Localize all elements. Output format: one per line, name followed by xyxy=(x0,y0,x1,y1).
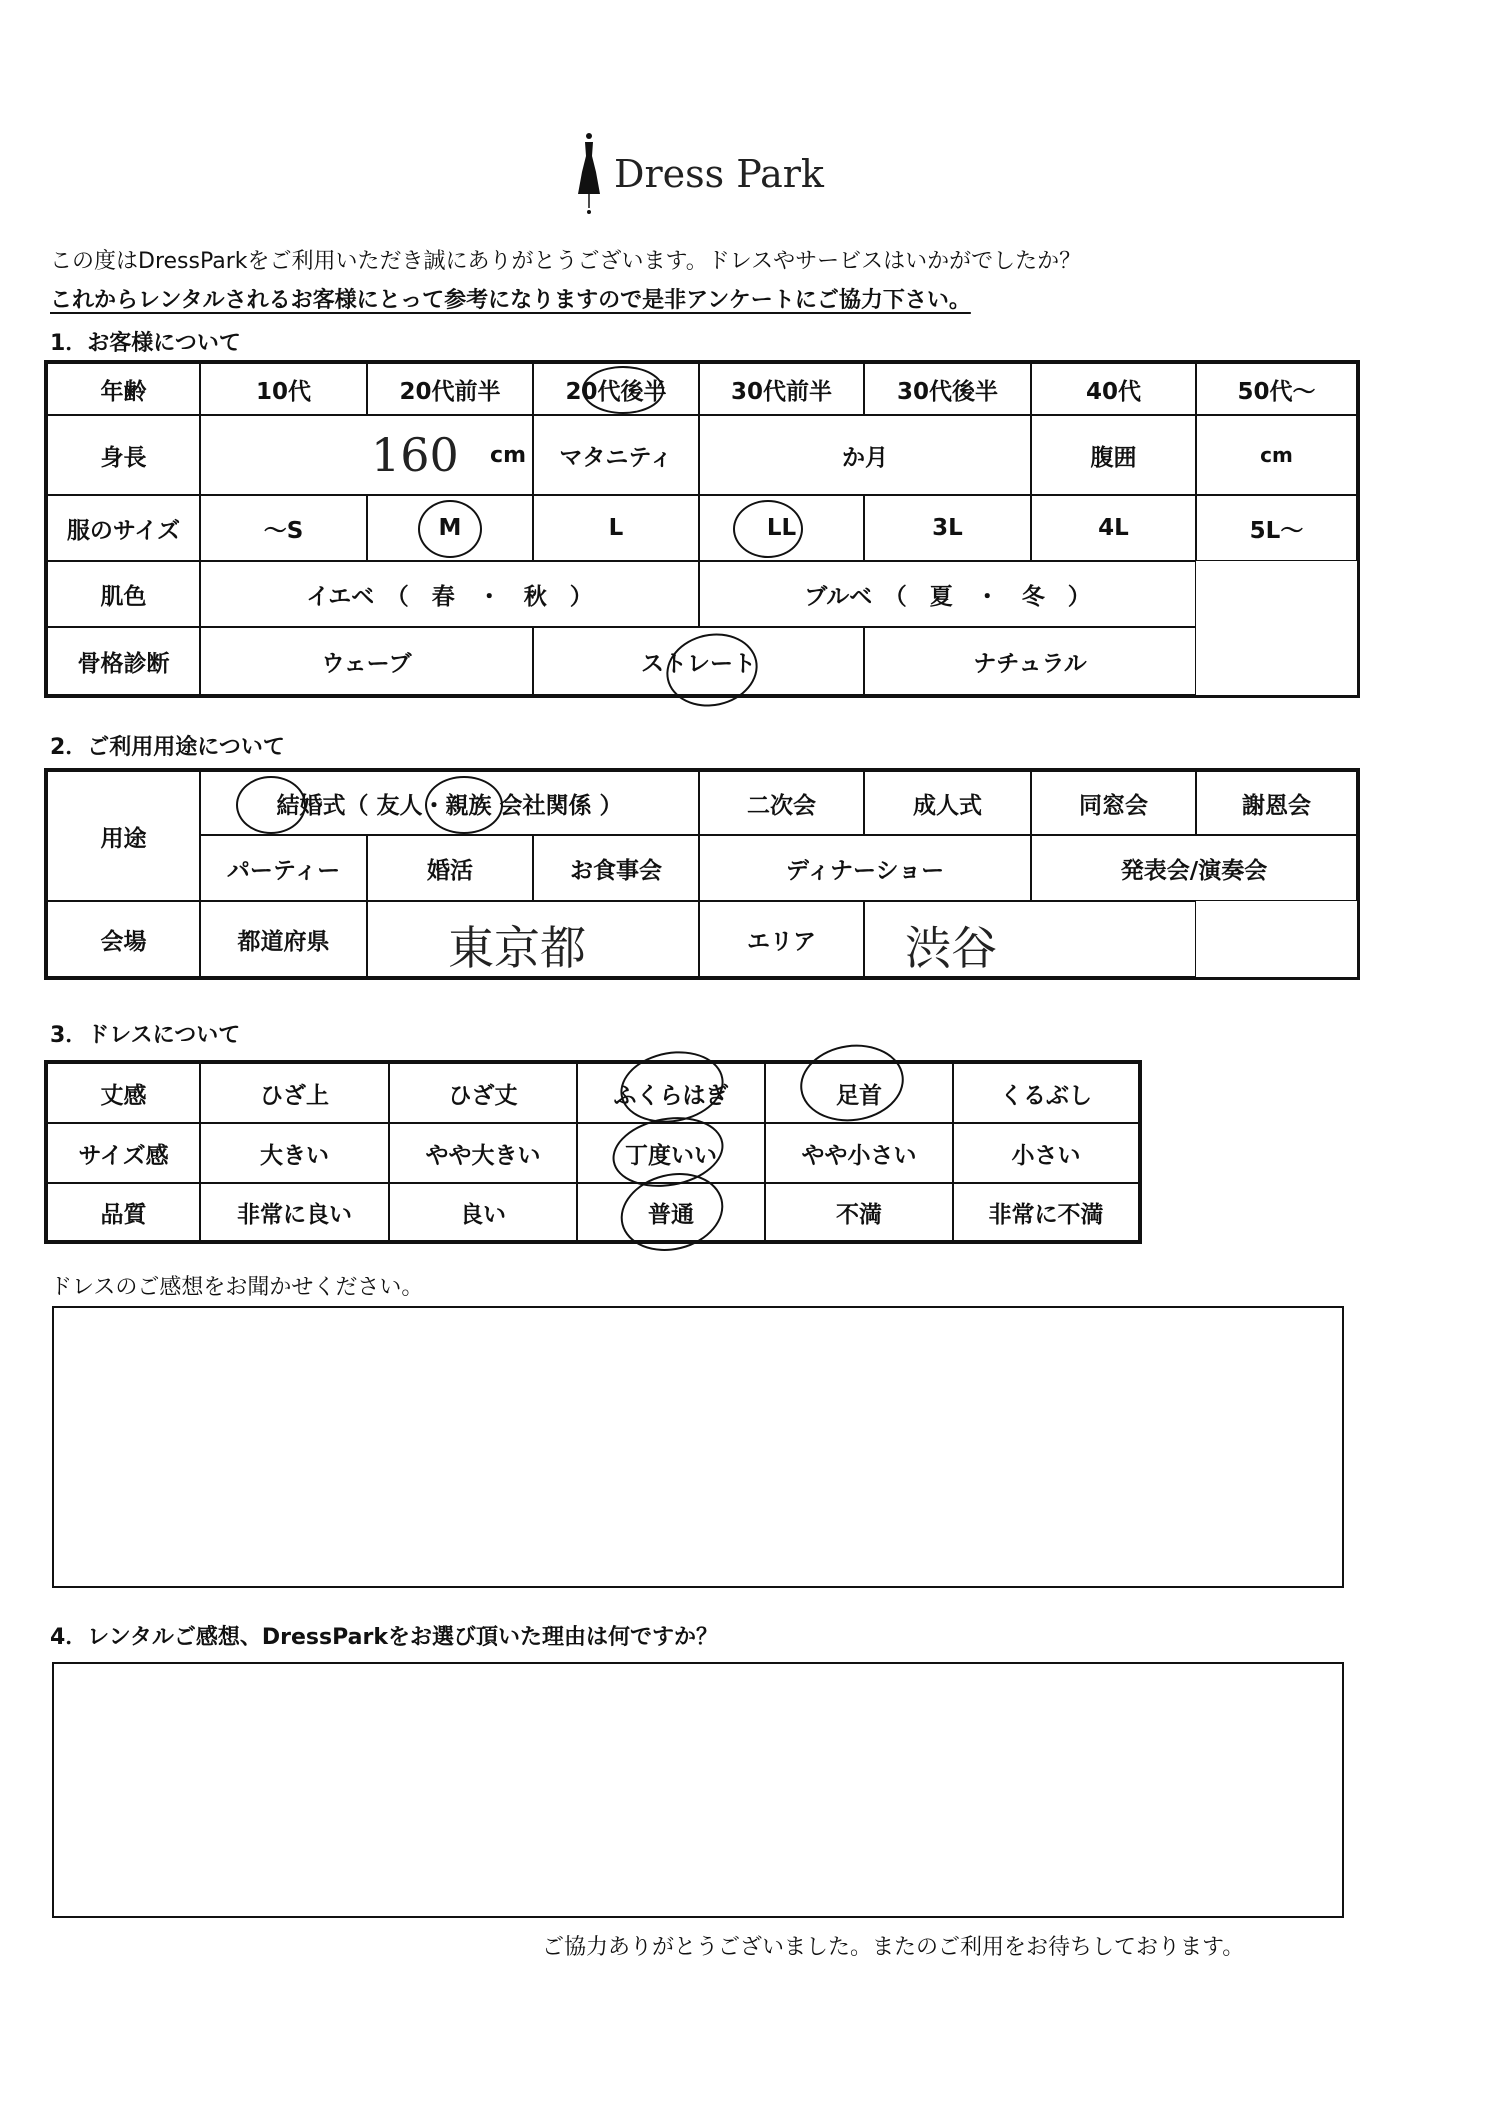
selection-circle xyxy=(733,500,803,558)
dress-comment-prompt: ドレスのご感想をお聞かせください。 xyxy=(50,1275,424,1300)
age-option-selected[interactable]: 20代後半 xyxy=(533,363,699,415)
selection-circle xyxy=(425,776,503,834)
dress-icon xyxy=(574,132,604,222)
dress-comment-box[interactable] xyxy=(52,1306,1344,1588)
length-option-selected[interactable]: ふくらはぎ xyxy=(577,1063,765,1123)
maternity-month-unit: か月 xyxy=(842,444,888,471)
maternity-month-field[interactable] xyxy=(699,415,1031,495)
skin-yellow-option[interactable]: イエベ （ 春 ・ 秋 ） xyxy=(200,561,699,627)
rental-comment-box[interactable] xyxy=(52,1662,1344,1918)
closing-thanks: ご協力ありがとうございました。またのご利用をお待ちしております。 xyxy=(542,1935,1245,1960)
fit-option-selected[interactable]: 丁度いい xyxy=(577,1123,765,1183)
skin-blue-option[interactable]: ブルベ （ 夏 ・ 冬 ） xyxy=(699,561,1196,627)
age-option[interactable]: 50代〜 xyxy=(1196,363,1357,415)
quality-label: 品質 xyxy=(47,1183,200,1241)
fit-option[interactable]: 大きい xyxy=(200,1123,389,1183)
purpose-option[interactable]: 婚活 xyxy=(367,835,533,901)
purpose-option[interactable]: ディナーショー xyxy=(699,835,1031,901)
dresspark-logo xyxy=(574,132,824,222)
area-label: エリア xyxy=(699,901,864,977)
skin-label: 肌色 xyxy=(47,561,200,627)
prefecture-label: 都道府県 xyxy=(200,901,367,977)
purpose-option[interactable]: お食事会 xyxy=(533,835,699,901)
height-field[interactable] xyxy=(200,415,533,495)
purpose-option[interactable]: 成人式 xyxy=(864,771,1031,835)
area-value: 渋谷 xyxy=(905,921,997,975)
height-label: 身長 xyxy=(47,415,200,495)
selection-circle xyxy=(582,366,664,414)
prefecture-field[interactable] xyxy=(367,901,699,977)
wedding-option[interactable]: 結婚式（ 友人・親族 会社関係 ） xyxy=(200,771,699,835)
length-option[interactable]: ひざ上 xyxy=(200,1063,389,1123)
age-option[interactable]: 30代前半 xyxy=(699,363,864,415)
quality-option-selected[interactable]: 普通 xyxy=(577,1183,765,1241)
section-1-title: 1．お客様について xyxy=(50,331,241,356)
length-label: 丈感 xyxy=(47,1063,200,1123)
purpose-option[interactable]: 二次会 xyxy=(699,771,864,835)
age-option[interactable]: 20代前半 xyxy=(367,363,533,415)
quality-option[interactable]: 非常に良い xyxy=(200,1183,389,1241)
fit-option[interactable]: やや小さい xyxy=(765,1123,953,1183)
waist-label: 腹囲 xyxy=(1031,415,1196,495)
area-field[interactable] xyxy=(864,901,1196,977)
purpose-label: 用途 xyxy=(47,771,200,901)
purpose-option[interactable]: 謝恩会 xyxy=(1196,771,1357,835)
age-option[interactable]: 40代 xyxy=(1031,363,1196,415)
age-option[interactable]: 10代 xyxy=(200,363,367,415)
fit-option[interactable]: 小さい xyxy=(953,1123,1139,1183)
size-option[interactable]: 5L〜 xyxy=(1196,495,1357,561)
fit-option[interactable]: やや大きい xyxy=(389,1123,577,1183)
maternity-label: マタニティ xyxy=(533,415,699,495)
age-label: 年齢 xyxy=(47,363,200,415)
size-option-selected[interactable]: LL xyxy=(699,495,864,561)
waist-unit: cm xyxy=(1260,443,1293,467)
length-option[interactable]: くるぶし xyxy=(953,1063,1139,1123)
intro-line-1: この度はDressParkをご利用いただき誠にありがとうございます。ドレスやサービスはいかがでしたか？ xyxy=(50,249,1082,274)
height-value: 160 xyxy=(371,428,459,482)
size-option[interactable]: 4L xyxy=(1031,495,1196,561)
size-option-selected[interactable]: M xyxy=(367,495,533,561)
age-option[interactable]: 30代後半 xyxy=(864,363,1031,415)
purpose-option[interactable]: 同窓会 xyxy=(1031,771,1196,835)
logo-text: Dress Park xyxy=(614,152,824,196)
frame-label: 骨格診断 xyxy=(47,627,200,695)
quality-option[interactable]: 非常に不満 xyxy=(953,1183,1139,1241)
intro-line-2: これからレンタルされるお客様にとって参考になりますので是非アンケートにご協力下さい。 xyxy=(50,288,971,313)
size-label: 服のサイズ xyxy=(47,495,200,561)
length-option-selected[interactable]: 足首 xyxy=(765,1063,953,1123)
selection-circle xyxy=(418,500,482,558)
size-option[interactable]: 3L xyxy=(864,495,1031,561)
frame-option[interactable]: ウェーブ xyxy=(200,627,533,695)
selection-circle xyxy=(236,776,306,834)
fit-label: サイズ感 xyxy=(47,1123,200,1183)
quality-option[interactable]: 不満 xyxy=(765,1183,953,1241)
prefecture-value: 東京都 xyxy=(448,921,586,975)
size-option[interactable]: L xyxy=(533,495,699,561)
section-4-title: 4．レンタルご感想、DressParkをお選び頂いた理由は何ですか？ xyxy=(50,1625,718,1650)
quality-option[interactable]: 良い xyxy=(389,1183,577,1241)
size-option[interactable]: 〜S xyxy=(200,495,367,561)
section-3-title: 3．ドレスについて xyxy=(50,1023,241,1048)
section-2-title: 2．ご利用用途について xyxy=(50,735,285,760)
length-option[interactable]: ひざ丈 xyxy=(389,1063,577,1123)
height-unit: cm xyxy=(490,442,526,468)
waist-field[interactable] xyxy=(1196,415,1357,495)
venue-label: 会場 xyxy=(47,901,200,977)
purpose-option[interactable]: パーティー xyxy=(200,835,367,901)
purpose-option[interactable]: 発表会/演奏会 xyxy=(1031,835,1357,901)
dress-table xyxy=(44,1060,1142,1244)
frame-option-selected[interactable]: ストレート xyxy=(533,627,864,695)
frame-option[interactable]: ナチュラル xyxy=(864,627,1196,695)
